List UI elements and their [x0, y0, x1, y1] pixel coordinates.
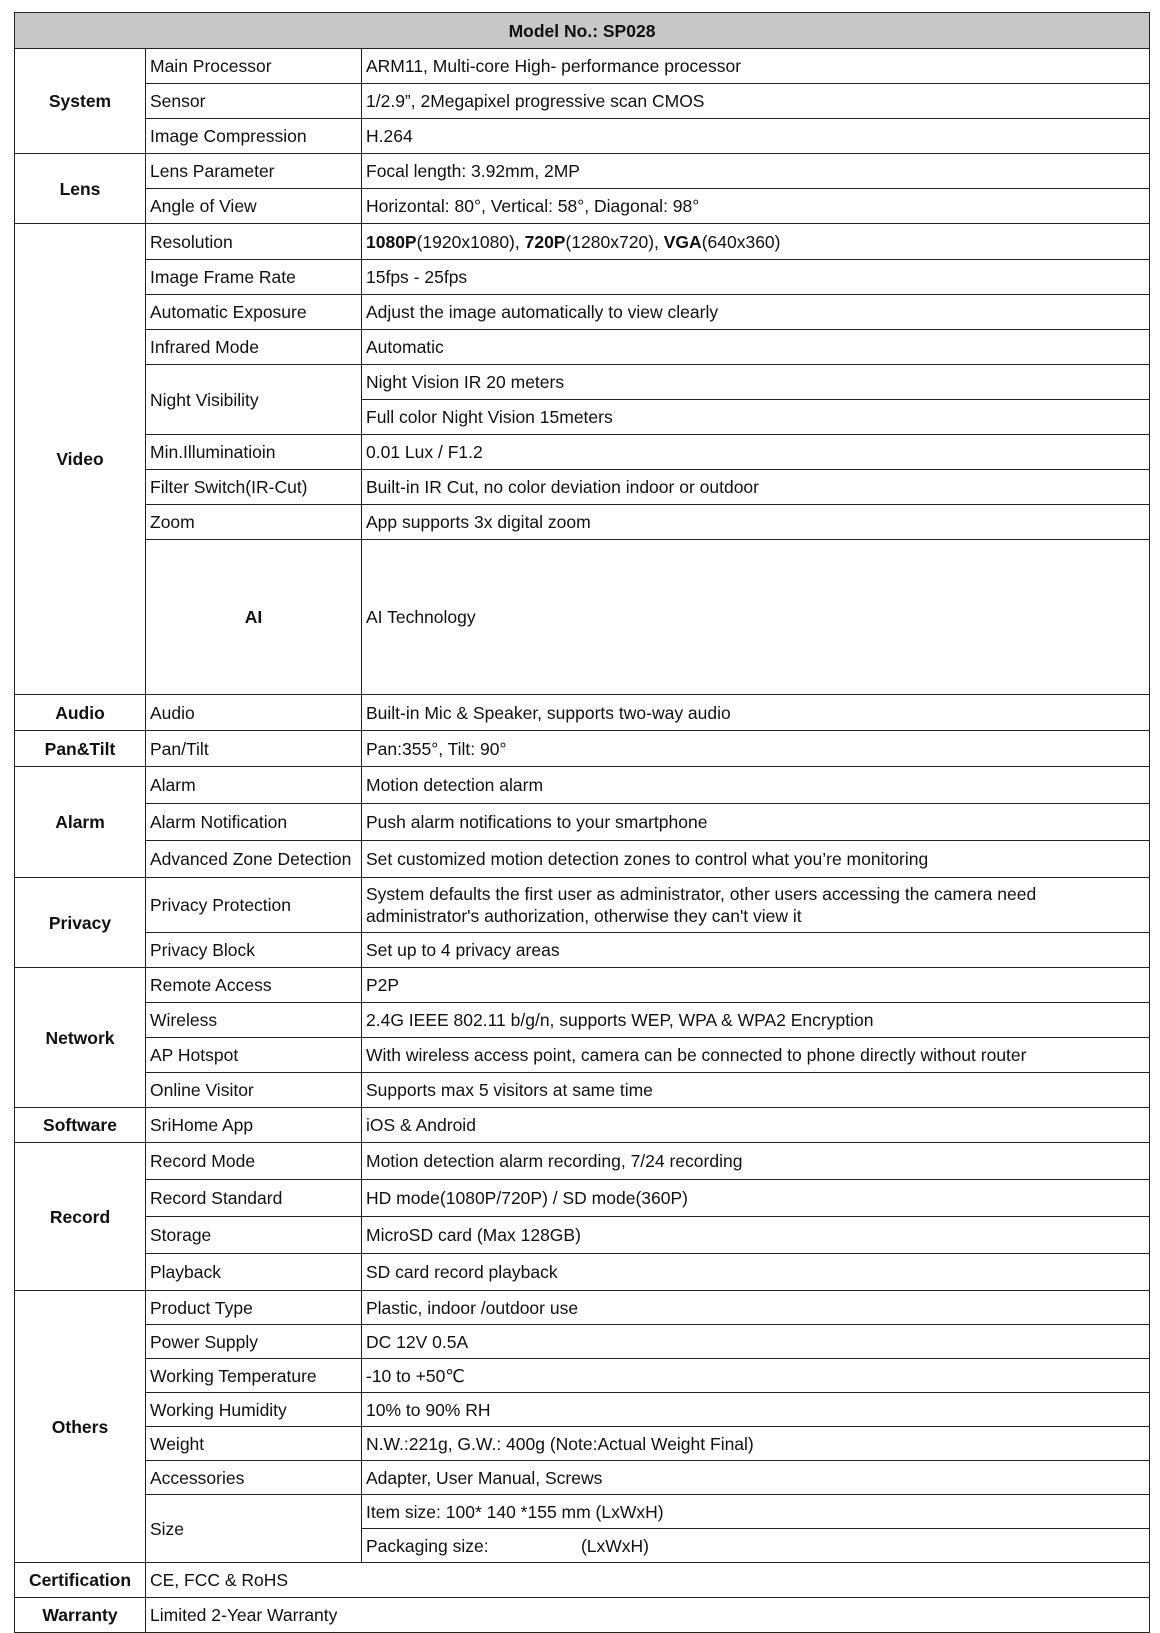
param-value: Packaging size: (LxWxH) [362, 1529, 1150, 1563]
param-label: Min.Illuminatioin [146, 435, 362, 470]
param-label: Privacy Block [146, 933, 362, 968]
table-row [15, 154, 1150, 189]
category-network: Network [15, 968, 146, 1108]
param-label: Resolution [146, 224, 362, 260]
param-label: Angle of View [146, 189, 362, 224]
table-row [15, 695, 1150, 731]
table-row [15, 1291, 1150, 1325]
table-row [15, 1427, 1150, 1461]
table-row [15, 1393, 1150, 1427]
param-value: Built-in IR Cut, no color deviation indoor or outdoor [362, 470, 1150, 505]
param-value: Adjust the image automatically to view clearly [362, 295, 1150, 330]
param-label: Main Processor [146, 49, 362, 84]
category-certification: Certification [15, 1563, 146, 1598]
resolution-1080p: 1080P [366, 231, 417, 252]
category-privacy: Privacy [15, 878, 146, 968]
param-label: Record Mode [146, 1143, 362, 1180]
param-label: Record Standard [146, 1180, 362, 1217]
param-value: 15fps - 25fps [362, 260, 1150, 295]
category-record: Record [15, 1143, 146, 1291]
param-value: Plastic, indoor /outdoor use [362, 1291, 1150, 1325]
param-value: Focal length: 3.92mm, 2MP [362, 154, 1150, 189]
table-row [15, 1073, 1150, 1108]
param-label: Online Visitor [146, 1073, 362, 1108]
param-value: iOS & Android [362, 1108, 1150, 1143]
param-label: Night Visibility [146, 365, 362, 435]
resolution-1080p-detail: (1920x1080), [416, 231, 525, 252]
param-label: SriHome App [146, 1108, 362, 1143]
param-value: N.W.:221g, G.W.: 400g (Note:Actual Weight Final) [362, 1427, 1150, 1461]
param-value: Item size: 100* 140 *155 mm (LxWxH) [362, 1495, 1150, 1529]
category-warranty: Warranty [15, 1598, 146, 1633]
table-row [15, 1180, 1150, 1217]
param-label: Weight [146, 1427, 362, 1461]
param-label: Lens Parameter [146, 154, 362, 189]
param-value: Motion detection alarm [362, 767, 1150, 804]
category-video: Video [15, 224, 146, 695]
param-label: Wireless [146, 1003, 362, 1038]
param-label: Storage [146, 1217, 362, 1254]
param-value: MicroSD card (Max 128GB) [362, 1217, 1150, 1254]
table-row [15, 365, 1150, 400]
category-pantilt: Pan&Tilt [15, 731, 146, 767]
param-label: Accessories [146, 1461, 362, 1495]
param-value: With wireless access point, camera can be connected to phone directly without router [362, 1038, 1150, 1073]
table-row [15, 1254, 1150, 1291]
param-label: Filter Switch(IR-Cut) [146, 470, 362, 505]
table-row [15, 295, 1150, 330]
param-label: Pan/Tilt [146, 731, 362, 767]
param-label: Image Compression [146, 119, 362, 154]
param-label: Zoom [146, 505, 362, 540]
category-lens: Lens [15, 154, 146, 224]
param-value: ARM11, Multi-core High- performance processor [362, 49, 1150, 84]
param-label: Advanced Zone Detection [146, 841, 362, 878]
table-row [15, 119, 1150, 154]
param-value: Set customized motion detection zones to control what you’re monitoring [362, 841, 1150, 878]
param-value: Adapter, User Manual, Screws [362, 1461, 1150, 1495]
param-value: DC 12V 0.5A [362, 1325, 1150, 1359]
table-row [15, 1038, 1150, 1073]
table-row [15, 189, 1150, 224]
param-value: System defaults the first user as administrator, other users accessing the camera need administrator's authorization, otherwise they can't view it [362, 878, 1150, 933]
table-row [15, 1495, 1150, 1529]
table-row [15, 224, 1150, 260]
table-row [15, 731, 1150, 767]
table-row [15, 968, 1150, 1003]
table-row [15, 84, 1150, 119]
param-label: Image Frame Rate [146, 260, 362, 295]
param-value: CE, FCC & RoHS [146, 1563, 1150, 1598]
param-label: Size [146, 1495, 362, 1563]
category-others: Others [15, 1291, 146, 1563]
param-label: Working Humidity [146, 1393, 362, 1427]
table-row [15, 49, 1150, 84]
param-label: AP Hotspot [146, 1038, 362, 1073]
resolution-720p: 720P [524, 231, 566, 252]
param-value: Motion detection alarm recording, 7/24 recording [362, 1143, 1150, 1180]
title-row [15, 13, 1150, 49]
param-value: Automatic [362, 330, 1150, 365]
table-row [15, 1598, 1150, 1633]
param-label: Playback [146, 1254, 362, 1291]
table-row [15, 1217, 1150, 1254]
category-audio: Audio [15, 695, 146, 731]
table-row [15, 470, 1150, 505]
table-row [15, 1359, 1150, 1393]
table-row [15, 1325, 1150, 1359]
param-label: Power Supply [146, 1325, 362, 1359]
table-row [15, 330, 1150, 365]
table-row [15, 1003, 1150, 1038]
table-row [15, 767, 1150, 804]
param-value: -10 to +50℃ [362, 1359, 1150, 1393]
param-value: H.264 [362, 119, 1150, 154]
param-value: 1/2.9”, 2Megapixel progressive scan CMOS [362, 84, 1150, 119]
param-label: AI Technology [362, 540, 1150, 695]
param-label: Infrared Mode [146, 330, 362, 365]
table-row [15, 1143, 1150, 1180]
param-value: Night Vision IR 20 meters [362, 365, 1150, 400]
param-value: P2P [362, 968, 1150, 1003]
table-row [15, 1461, 1150, 1495]
table-row [15, 878, 1150, 933]
param-label: Privacy Protection [146, 878, 362, 933]
param-value: Pan:355°, Tilt: 90° [362, 731, 1150, 767]
param-label: Audio [146, 695, 362, 731]
resolution-vga-detail: (640x360) [701, 231, 781, 252]
table-row [15, 505, 1150, 540]
category-ai: AI [146, 540, 362, 695]
table-row [15, 260, 1150, 295]
param-value: SD card record playback [362, 1254, 1150, 1291]
param-value: Full color Night Vision 15meters [362, 400, 1150, 435]
param-label: Sensor [146, 84, 362, 119]
param-value: Built-in Mic & Speaker, supports two-way audio [362, 695, 1150, 731]
param-value [362, 224, 1150, 260]
param-value: 2.4G IEEE 802.11 b/g/n, supports WEP, WPA & WPA2 Encryption [362, 1003, 1150, 1038]
table-row [15, 933, 1150, 968]
param-label: Alarm Notification [146, 804, 362, 841]
param-value: App supports 3x digital zoom [362, 505, 1150, 540]
param-value: 10% to 90% RH [362, 1393, 1150, 1427]
param-value: HD mode(1080P/720P) / SD mode(360P) [362, 1180, 1150, 1217]
param-label: Product Type [146, 1291, 362, 1325]
param-label: Alarm [146, 767, 362, 804]
category-software: Software [15, 1108, 146, 1143]
param-value: Push alarm notifications to your smartphone [362, 804, 1150, 841]
table-row [15, 804, 1150, 841]
param-label: Remote Access [146, 968, 362, 1003]
table-row [15, 1108, 1150, 1143]
table-row [15, 1563, 1150, 1598]
param-label: Working Temperature [146, 1359, 362, 1393]
param-value: 0.01 Lux / F1.2 [362, 435, 1150, 470]
category-system: System [15, 49, 146, 154]
param-value: Set up to 4 privacy areas [362, 933, 1150, 968]
table-row [15, 540, 1150, 695]
resolution-vga: VGA [663, 231, 702, 252]
param-value: Supports max 5 visitors at same time [362, 1073, 1150, 1108]
model-title: Model No.: SP028 [15, 13, 1150, 49]
param-label: Automatic Exposure [146, 295, 362, 330]
param-value: Horizontal: 80°, Vertical: 58°, Diagonal: 98° [362, 189, 1150, 224]
category-alarm: Alarm [15, 767, 146, 878]
param-value: Limited 2-Year Warranty [146, 1598, 1150, 1633]
spec-table [14, 12, 1150, 1633]
resolution-720p-detail: (1280x720), [565, 231, 664, 252]
table-row [15, 435, 1150, 470]
table-row [15, 841, 1150, 878]
